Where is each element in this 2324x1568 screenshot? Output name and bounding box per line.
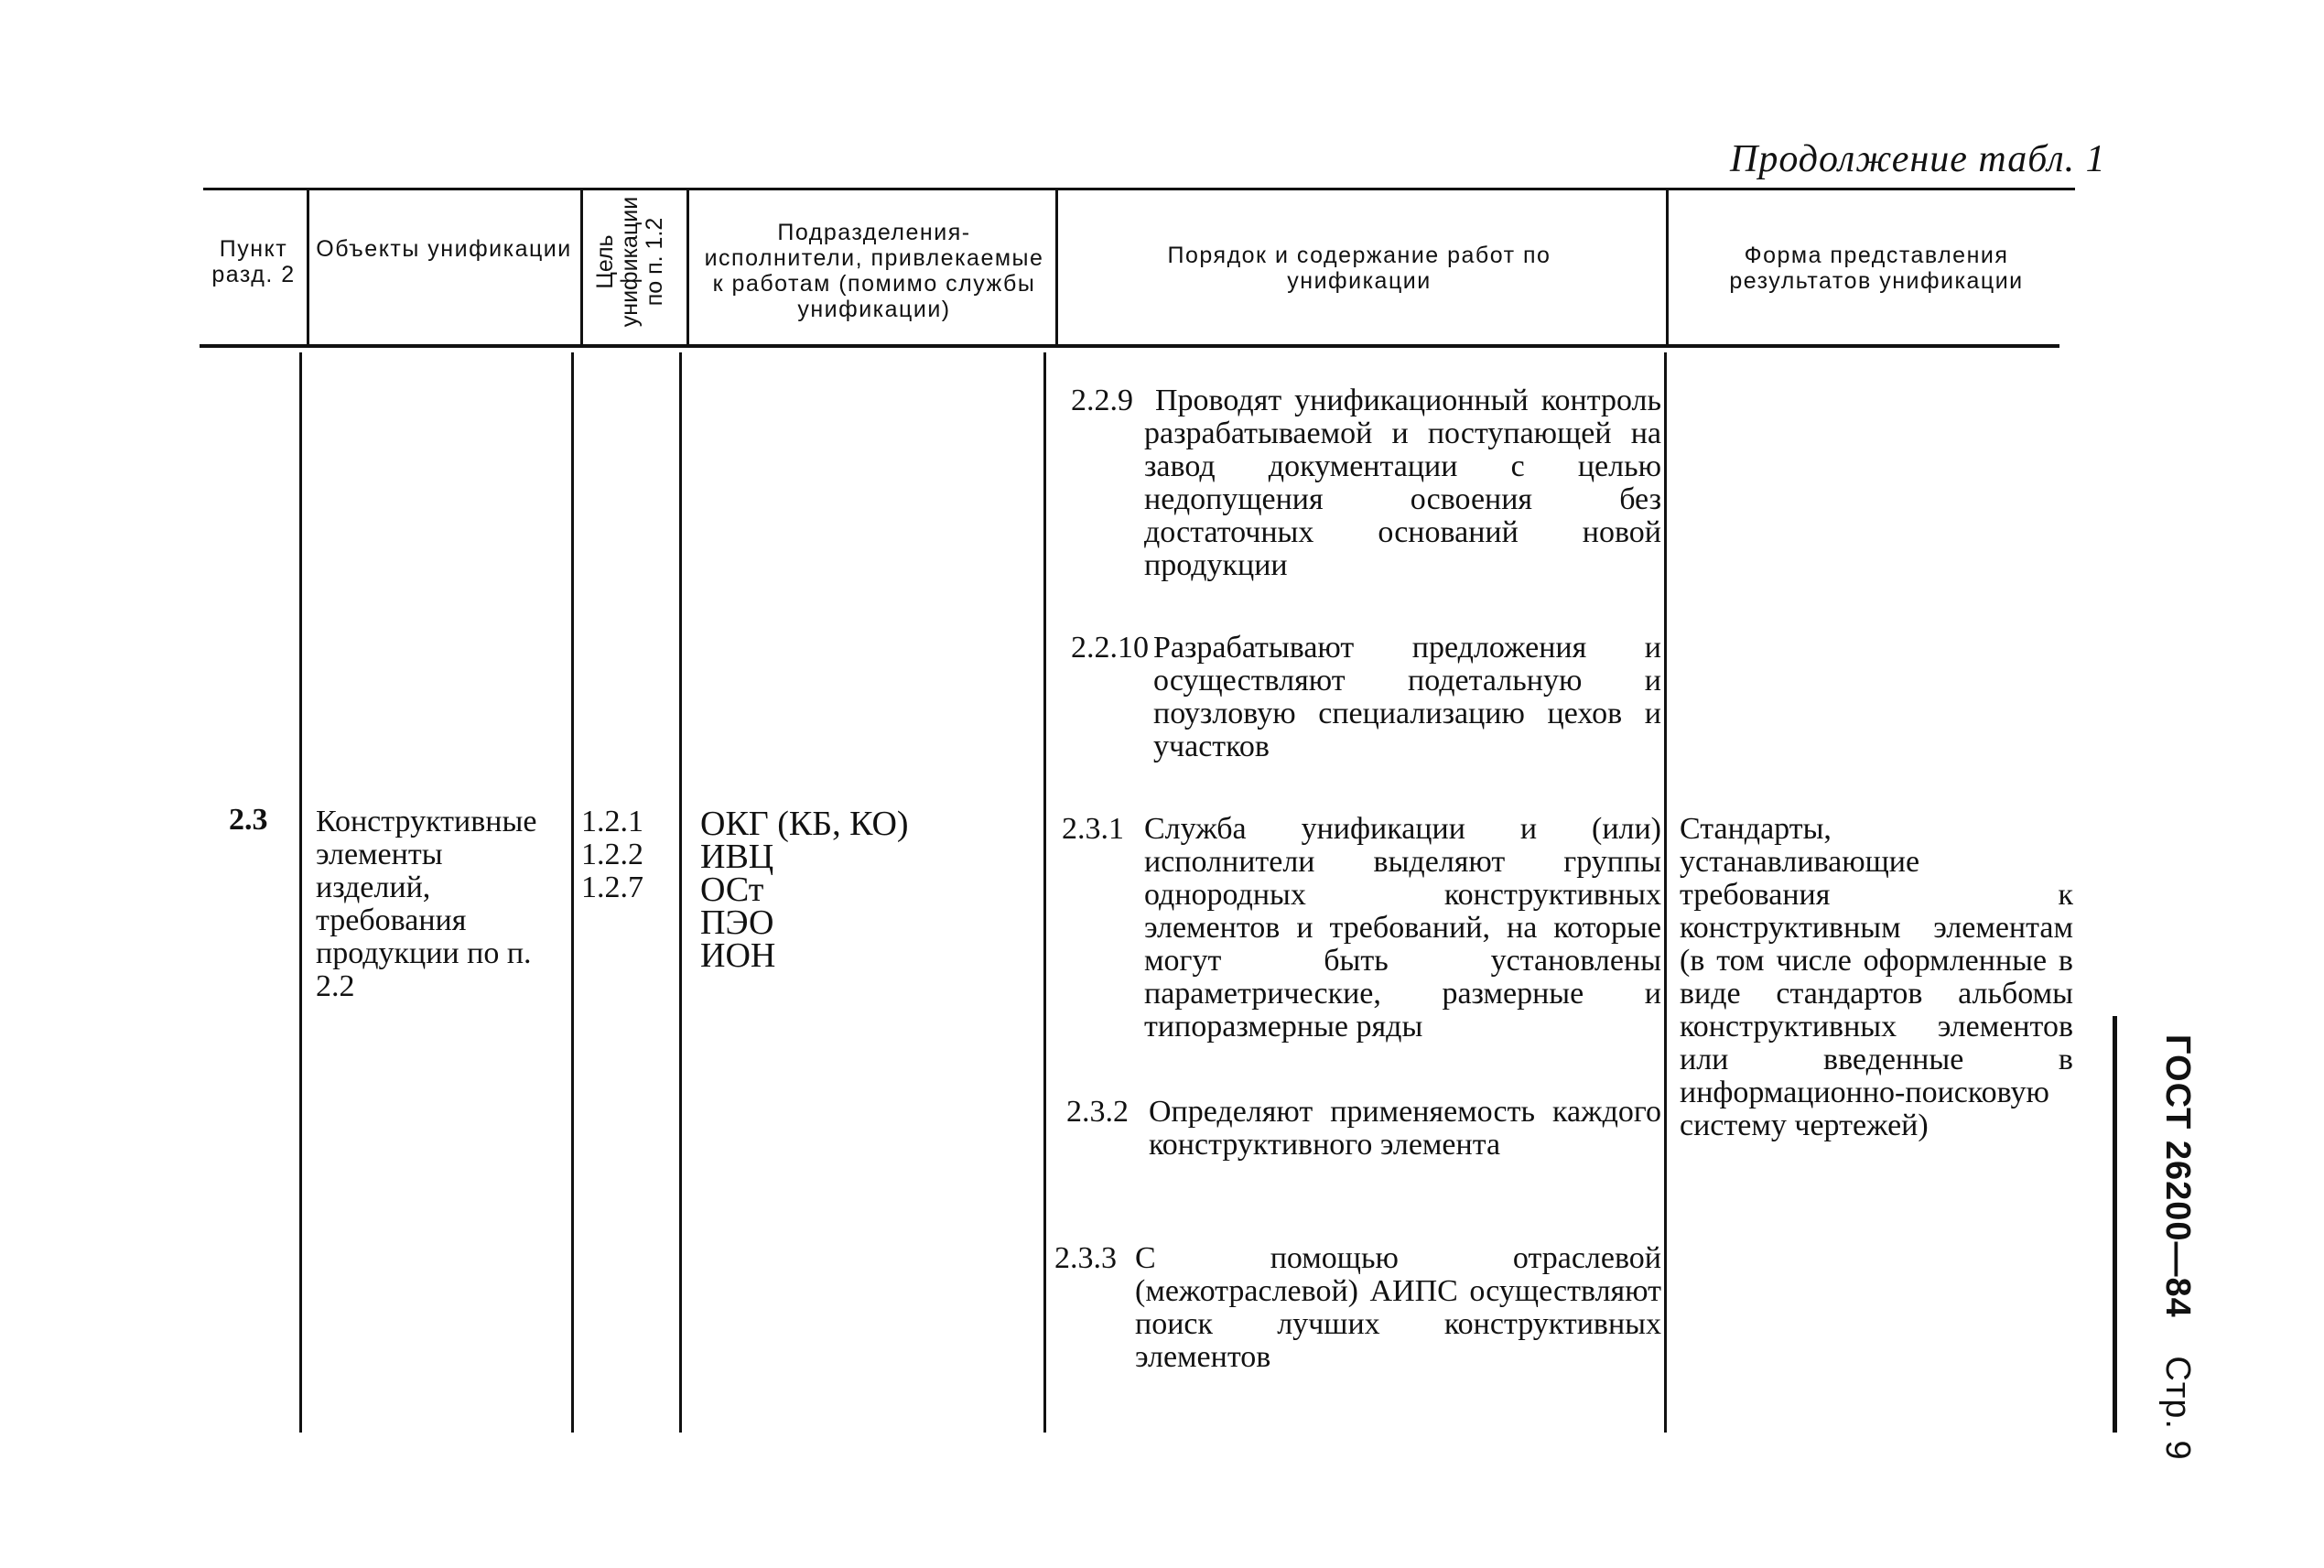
- table-header-rule: [200, 344, 2059, 348]
- item-goals: [581, 806, 677, 904]
- header-units: [700, 220, 1048, 322]
- table-top-rule: [203, 188, 2075, 190]
- header-goal: [593, 189, 667, 335]
- body-divider: [1664, 352, 1667, 1433]
- clause-number: 2.3.1: [1062, 812, 1124, 846]
- body-divider: [571, 352, 574, 1433]
- body-divider: [1043, 352, 1046, 1433]
- header-point-text: Пункт разд. 2: [211, 236, 296, 287]
- clause-text: Определяют применяемость каждого конструктивного элемента: [1149, 1095, 1661, 1162]
- side-document-reference: [2157, 1034, 2197, 1461]
- header-divider: [1666, 190, 1669, 344]
- unit-item: ПЭО: [700, 903, 774, 942]
- header-divider: [307, 190, 309, 344]
- header-units-text: Подразделения-исполнители, привлекаемые к работам (помимо службы унификации): [704, 220, 1044, 322]
- header-result: [1693, 243, 2059, 294]
- header-objects-text: Объекты унификации: [316, 236, 572, 262]
- clause-number: 2.3.2: [1066, 1095, 1129, 1129]
- header-goal-text: Цель унификации по п. 1.2: [592, 196, 667, 328]
- unit-item: ОСт: [700, 871, 764, 909]
- header-divider: [580, 190, 583, 344]
- unit-item: ИОН: [700, 936, 776, 975]
- header-divider: [686, 190, 689, 344]
- clause-number: 2.2.9: [1071, 384, 1133, 417]
- item-objects: Конструктивные элементы изделий, требования продукции по п. 2.2: [316, 805, 537, 1003]
- header-result-text: Форма представления результатов унификации: [1729, 243, 2024, 294]
- clause-text: Разрабатывают предложения и осуществляют подетальную и поузловую специализацию цехов и участков: [1153, 631, 1661, 763]
- clause-text: Служба унификации и (или) исполнители выделяют группы однородных конструктивных элементов и требований, на которые могут быть установлены параметрические, размерные и типоразмерные ряды: [1144, 812, 1661, 1044]
- table-continuation-caption: Продолжение табл. 1: [1730, 138, 2106, 180]
- unit-item: ИВЦ: [700, 838, 774, 876]
- clause-text: Проводят унификационный контроль разрабатываемой и поступающей на завод документации с целью недопущения освоения без достаточных оснований новой продукции: [1144, 384, 1661, 582]
- header-point: [203, 236, 304, 287]
- body-divider: [299, 352, 302, 1433]
- item-units: [700, 805, 1039, 975]
- side-doc-number: ГОСТ 26200—84: [2158, 1034, 2197, 1318]
- item-point-number: 2.3: [229, 803, 268, 837]
- clause-number: 2.3.3: [1054, 1241, 1117, 1275]
- header-content-text: Порядок и содержание работ по унификации: [1167, 243, 1551, 294]
- side-rule: [2113, 1016, 2117, 1433]
- header-divider: [1055, 190, 1058, 344]
- unit-item: ОКГ (КБ, КО): [700, 805, 909, 843]
- goal-item: 1.2.2: [581, 838, 643, 871]
- clause-text: С помощью отраслевой (межотраслевой) АИПС осуществляют поиск лучших конструктивных элементов: [1135, 1241, 1661, 1374]
- clause-number: 2.2.10: [1071, 631, 1149, 665]
- side-page-number: Стр. 9: [2158, 1356, 2197, 1461]
- body-divider: [679, 352, 682, 1433]
- header-objects: [316, 236, 572, 262]
- header-content: [1117, 243, 1602, 294]
- goal-item: 1.2.7: [581, 871, 643, 904]
- goal-item: 1.2.1: [581, 805, 643, 838]
- item-result: Стандарты, устанавливающие требования к конструктивным элементам (в том числе оформленные в виде стандартов альбомы конструктивных элементов или введенные в информационно-поисковую систему чертежей): [1680, 812, 2073, 1142]
